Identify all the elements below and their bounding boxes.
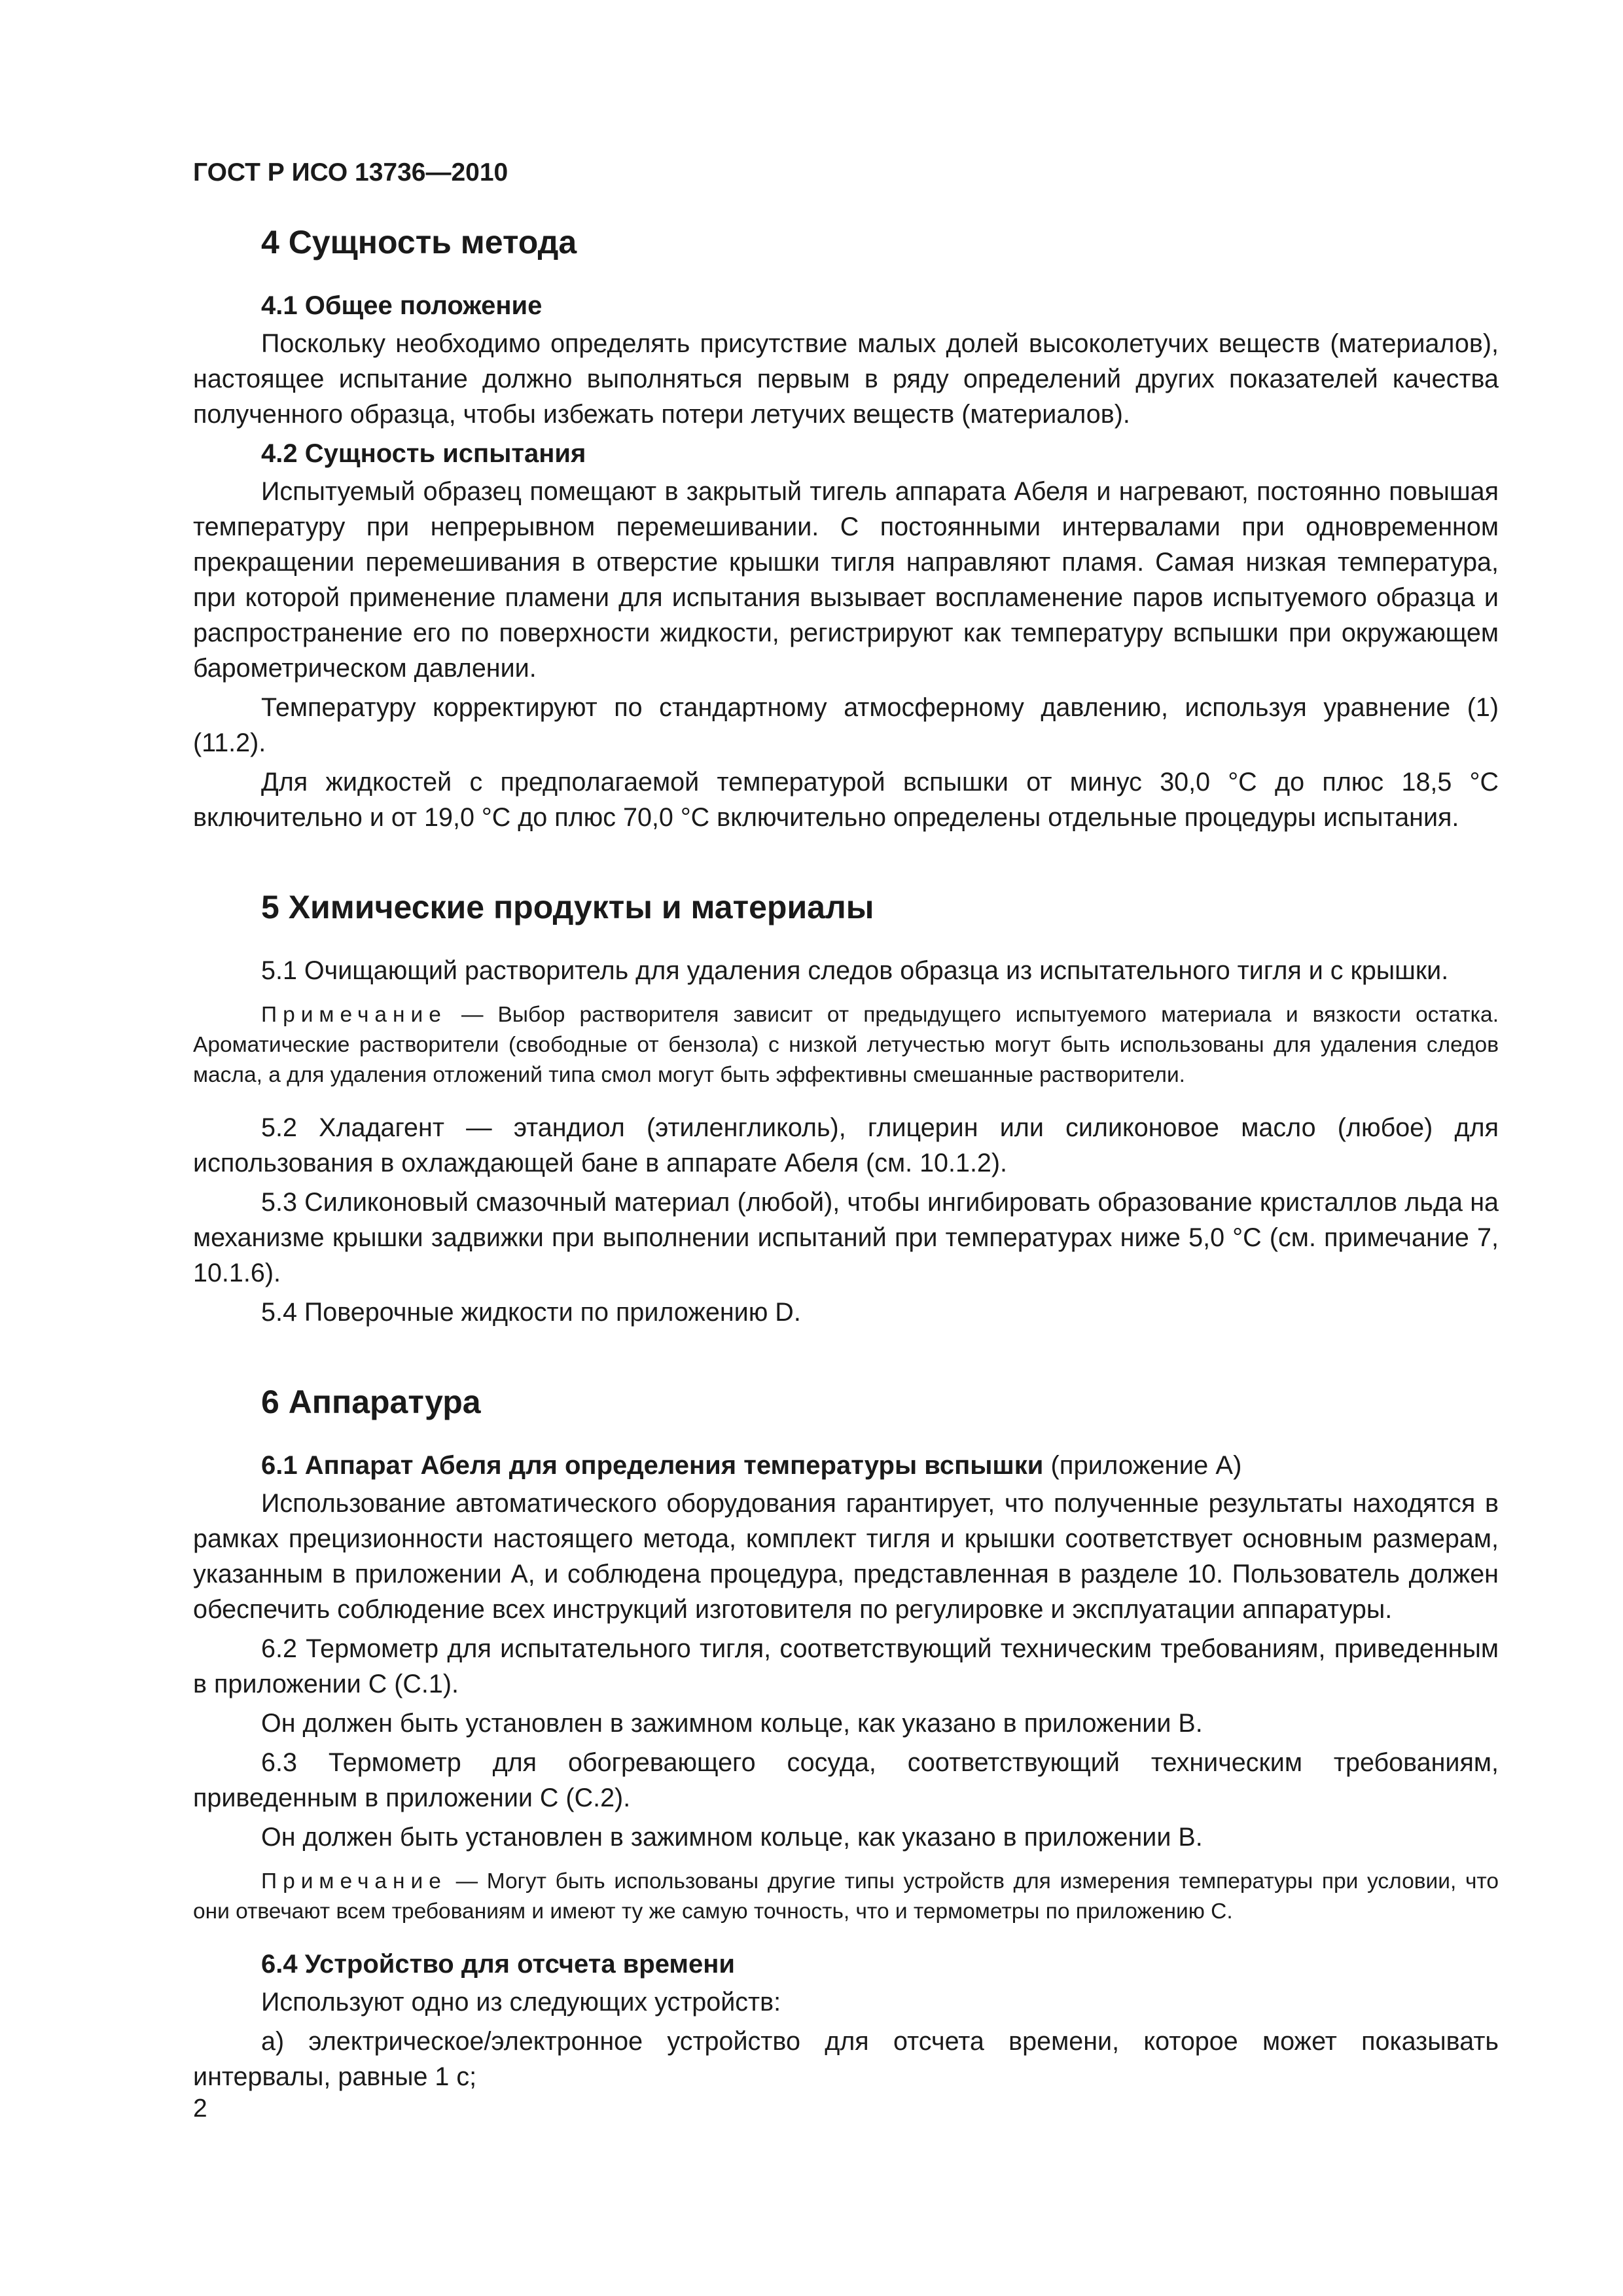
paragraph: 5.3 Силиконовый смазочный материал (любой), чтобы ингибировать образование кристаллов льда на механизме крышки задвижки при выполнении испытаний при температурах ниже 5,0 °С (см. примечание 7, 10.1.6). bbox=[193, 1188, 1499, 1287]
subsection-4-1-heading: 4.1 Общее положение bbox=[261, 291, 543, 320]
list-item: а) электрическое/электронное устройство для отсчета времени, которое может показывать интервалы, равные 1 с; bbox=[193, 2027, 1499, 2091]
paragraph: Испытуемый образец помещают в закрытый тигель аппарата Абеля и нагревают, постоянно повышая температуру при непрерывном перемешивании. С постоянными интервалами при одновременном прекращении перемешивания в отверстие крышки тигля направляют пламя. Самая низкая температура, при которой применение пламени для испытания вызывает воспламенение паров испытуемого образца и распространение его по поверхности жидкости, регистрируют как температуру вспышки при окружающем барометрическом давлении. bbox=[193, 477, 1499, 683]
paragraph: 5.2 Хладагент — этандиол (этиленгликоль), глицерин или силиконовое масло (любое) для использования в охлаждающей бане в аппарате Абеля (см. 10.1.2). bbox=[193, 1113, 1499, 1177]
paragraph: 6.2 Термометр для испытательного тигля, соответствующий техническим требованиям, приведенным в приложении С (С.1). bbox=[193, 1634, 1499, 1698]
subsection-6-1-ref: (приложение А) bbox=[1043, 1451, 1242, 1480]
note bbox=[193, 1867, 1499, 1927]
paragraph: 6.3 Термометр для обогревающего сосуда, соответствующий техническим требованиям, приведенным в приложении С (С.2). bbox=[193, 1748, 1499, 1812]
subsection-6-1-heading bbox=[193, 1448, 1499, 1483]
note-text: — Выбор растворителя зависит от предыдущего испытуемого материала и вязкости остатка. Ароматические растворители (свободные от бензола) с низкой летучестью могут быть использованы для удаления следов масла, а для удаления отложений типа смол могут быть эффективны смешанные растворители. bbox=[193, 1003, 1499, 1087]
paragraph: Он должен быть установлен в зажимном кольце, как указано в приложении В. bbox=[261, 1823, 1203, 1852]
section-6-heading: 6 Аппаратура bbox=[261, 1384, 481, 1420]
paragraph: Температуру корректируют по стандартному атмосферному давлению, используя уравнение (1) (11.2). bbox=[193, 693, 1499, 757]
paragraph: Используют одно из следующих устройств: bbox=[261, 1988, 781, 2017]
paragraph: 5.1 Очищающий растворитель для удаления следов образца из испытательного тигля и с крышки. bbox=[261, 956, 1449, 985]
paragraph: Он должен быть установлен в зажимном кольце, как указано в приложении В. bbox=[261, 1709, 1203, 1738]
subsection-6-4-heading: 6.4 Устройство для отсчета времени bbox=[261, 1950, 736, 1979]
page-number: 2 bbox=[193, 2094, 207, 2123]
note-text: — Могут быть использованы другие типы устройств для измерения температуры при условии, что они отвечают всем требованиям и имеют ту же самую точность, что и термометры по приложению С. bbox=[193, 1869, 1499, 1924]
paragraph: Поскольку необходимо определять присутствие малых долей высоколетучих веществ (материалов), настоящее испытание должно выполняться первым в ряду определений других показателей качества полученного образца, чтобы избежать потери летучих веществ (материалов). bbox=[193, 329, 1499, 429]
paragraph: 5.4 Поверочные жидкости по приложению D. bbox=[261, 1298, 801, 1327]
paragraph: Для жидкостей с предполагаемой температурой вспышки от минус 30,0 °С до плюс 18,5 °С включительно и от 19,0 °С до плюс 70,0 °С включительно определены отдельные процедуры испытания. bbox=[193, 768, 1499, 832]
note-label: Примечание bbox=[261, 1869, 447, 1893]
subsection-6-1-title: 6.1 Аппарат Абеля для определения температуры вспышки bbox=[261, 1451, 1044, 1480]
section-4-heading: 4 Сущность метода bbox=[261, 224, 577, 260]
paragraph: Использование автоматического оборудования гарантирует, что полученные результаты находятся в рамках прецизионности настоящего метода, комплект тигля и крышки соответствует основным размерам, указанным в приложении А, и соблюдена процедура, представленная в разделе 10. Пользователь должен обеспечить соблюдение всех инструкций изготовителя по регулировке и эксплуатации аппаратуры. bbox=[193, 1489, 1499, 1624]
note-label: Примечание bbox=[261, 1003, 447, 1027]
document-id: ГОСТ Р ИСО 13736—2010 bbox=[193, 158, 508, 187]
subsection-4-2-heading: 4.2 Сущность испытания bbox=[261, 439, 586, 468]
section-5-heading: 5 Химические продукты и материалы bbox=[261, 889, 874, 925]
document-body bbox=[193, 157, 1499, 2098]
note bbox=[193, 1000, 1499, 1090]
